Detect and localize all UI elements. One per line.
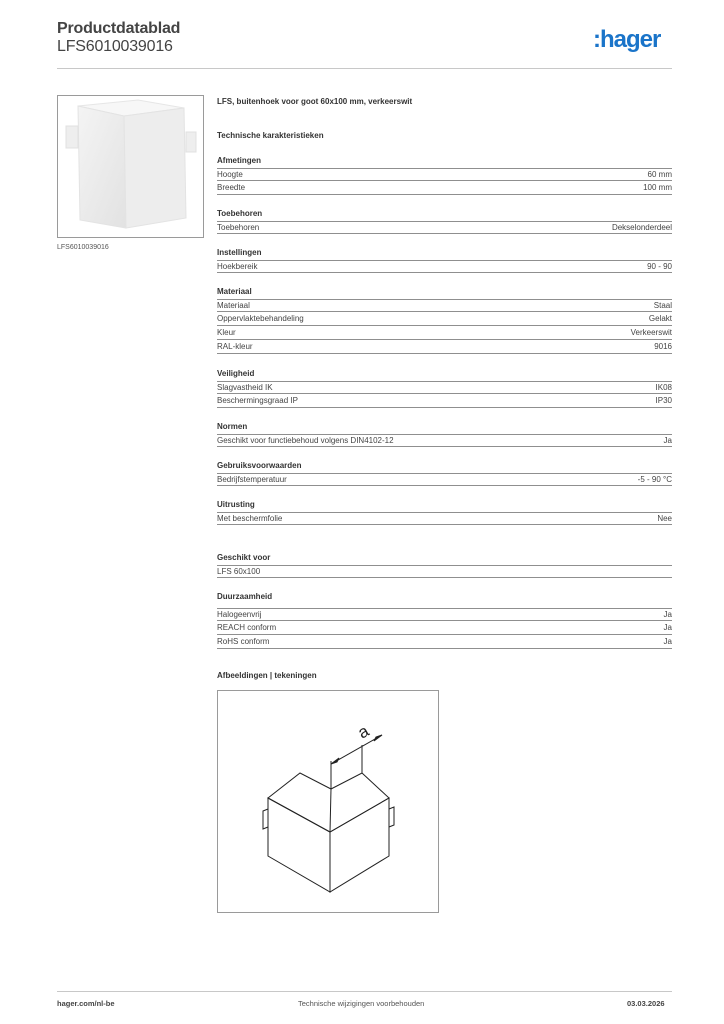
spec-row xyxy=(217,341,672,354)
section-title-veiligheid: Veiligheid xyxy=(217,369,255,378)
spec-row xyxy=(217,299,672,312)
spec-value: Ja xyxy=(663,436,672,445)
product-code: LFS6010039016 xyxy=(57,38,173,55)
spec-value: Ja xyxy=(663,637,672,646)
dimension-label: a xyxy=(354,721,373,743)
spec-label: Kleur xyxy=(217,328,236,337)
spec-row xyxy=(217,608,672,621)
spec-label: RAL-kleur xyxy=(217,342,253,351)
spec-label: Slagvastheid IK xyxy=(217,383,273,392)
footer-disclaimer: Technische wijzigingen voorbehouden xyxy=(298,999,425,1008)
spec-value: IK08 xyxy=(655,383,672,392)
spec-value: Ja xyxy=(663,623,672,632)
section-title-uitrusting: Uitrusting xyxy=(217,500,255,509)
spec-row xyxy=(217,473,672,486)
footer-divider xyxy=(57,991,672,992)
spec-value: IP30 xyxy=(655,396,672,405)
spec-label: Met beschermfolie xyxy=(217,514,283,523)
spec-value: Staal xyxy=(653,301,672,310)
hager-logo: :hager xyxy=(593,26,661,53)
spec-label: Breedte xyxy=(217,183,246,192)
section-title-toebehoren: Toebehoren xyxy=(217,209,263,218)
spec-value: Verkeerswit xyxy=(630,328,672,337)
spec-value: 60 mm xyxy=(647,170,672,179)
spec-value: Ja xyxy=(663,610,672,619)
section-title-instellingen: Instellingen xyxy=(217,248,262,257)
spec-label: Hoogte xyxy=(217,170,243,179)
product-image xyxy=(57,95,204,238)
spec-row xyxy=(217,327,672,340)
section-title-afbeeldingen: Afbeeldingen | tekeningen xyxy=(217,671,317,680)
spec-value: Gelakt xyxy=(648,314,672,323)
spec-value: 9016 xyxy=(654,342,672,351)
spec-label: Oppervlaktebehandeling xyxy=(217,314,304,323)
spec-label: Hoekbereik xyxy=(217,262,258,271)
spec-label: Beschermingsgraad IP xyxy=(217,396,298,405)
product-title: LFS, buitenhoek voor goot 60x100 mm, verkeerswit xyxy=(217,97,413,106)
spec-label: Halogeenvrij xyxy=(217,610,262,619)
technical-heading: Technische karakteristieken xyxy=(217,131,324,140)
footer-website-link[interactable]: hager.com/nl-be xyxy=(57,999,115,1008)
spec-label: Bedrijfstemperatuur xyxy=(217,475,287,484)
footer-date: 03.03.2026 xyxy=(627,999,665,1008)
spec-value: Dekselonderdeel xyxy=(611,223,672,232)
section-title-normen: Normen xyxy=(217,422,248,431)
spec-row xyxy=(217,636,672,649)
spec-row xyxy=(217,182,672,195)
spec-value: 90 - 90 xyxy=(647,262,672,271)
product-photo-icon xyxy=(58,96,203,237)
spec-row xyxy=(217,395,672,408)
spec-label: REACH conform xyxy=(217,623,277,632)
spec-row xyxy=(217,434,672,447)
spec-label: Geschikt voor functiebehoud volgens DIN4102-12 xyxy=(217,436,394,445)
spec-row xyxy=(217,565,672,578)
spec-label: LFS 60x100 xyxy=(217,567,261,576)
spec-row xyxy=(217,381,672,394)
spec-row xyxy=(217,313,672,326)
spec-label: Toebehoren xyxy=(217,223,260,232)
spec-value: Nee xyxy=(657,514,672,523)
section-title-geschikt-voor: Geschikt voor xyxy=(217,553,271,562)
spec-row xyxy=(217,221,672,234)
spec-label: Materiaal xyxy=(217,301,250,310)
section-title-afmetingen: Afmetingen xyxy=(217,156,261,165)
spec-row xyxy=(217,622,672,635)
product-image-caption: LFS6010039016 xyxy=(57,244,109,251)
technical-drawing xyxy=(217,690,439,913)
spec-value: 100 mm xyxy=(643,183,672,192)
spec-value: -5 - 90 °C xyxy=(637,475,672,484)
section-title-materiaal: Materiaal xyxy=(217,287,252,296)
spec-row xyxy=(217,512,672,525)
header-divider xyxy=(57,68,672,69)
spec-label: RoHS conform xyxy=(217,637,270,646)
section-title-gebruiksvoorwaarden: Gebruiksvoorwaarden xyxy=(217,461,302,470)
document-title: Productdatablad xyxy=(57,20,181,37)
spec-row xyxy=(217,260,672,273)
corner-drawing-icon xyxy=(218,691,438,912)
spec-row xyxy=(217,168,672,181)
section-title-duurzaamheid: Duurzaamheid xyxy=(217,592,273,601)
